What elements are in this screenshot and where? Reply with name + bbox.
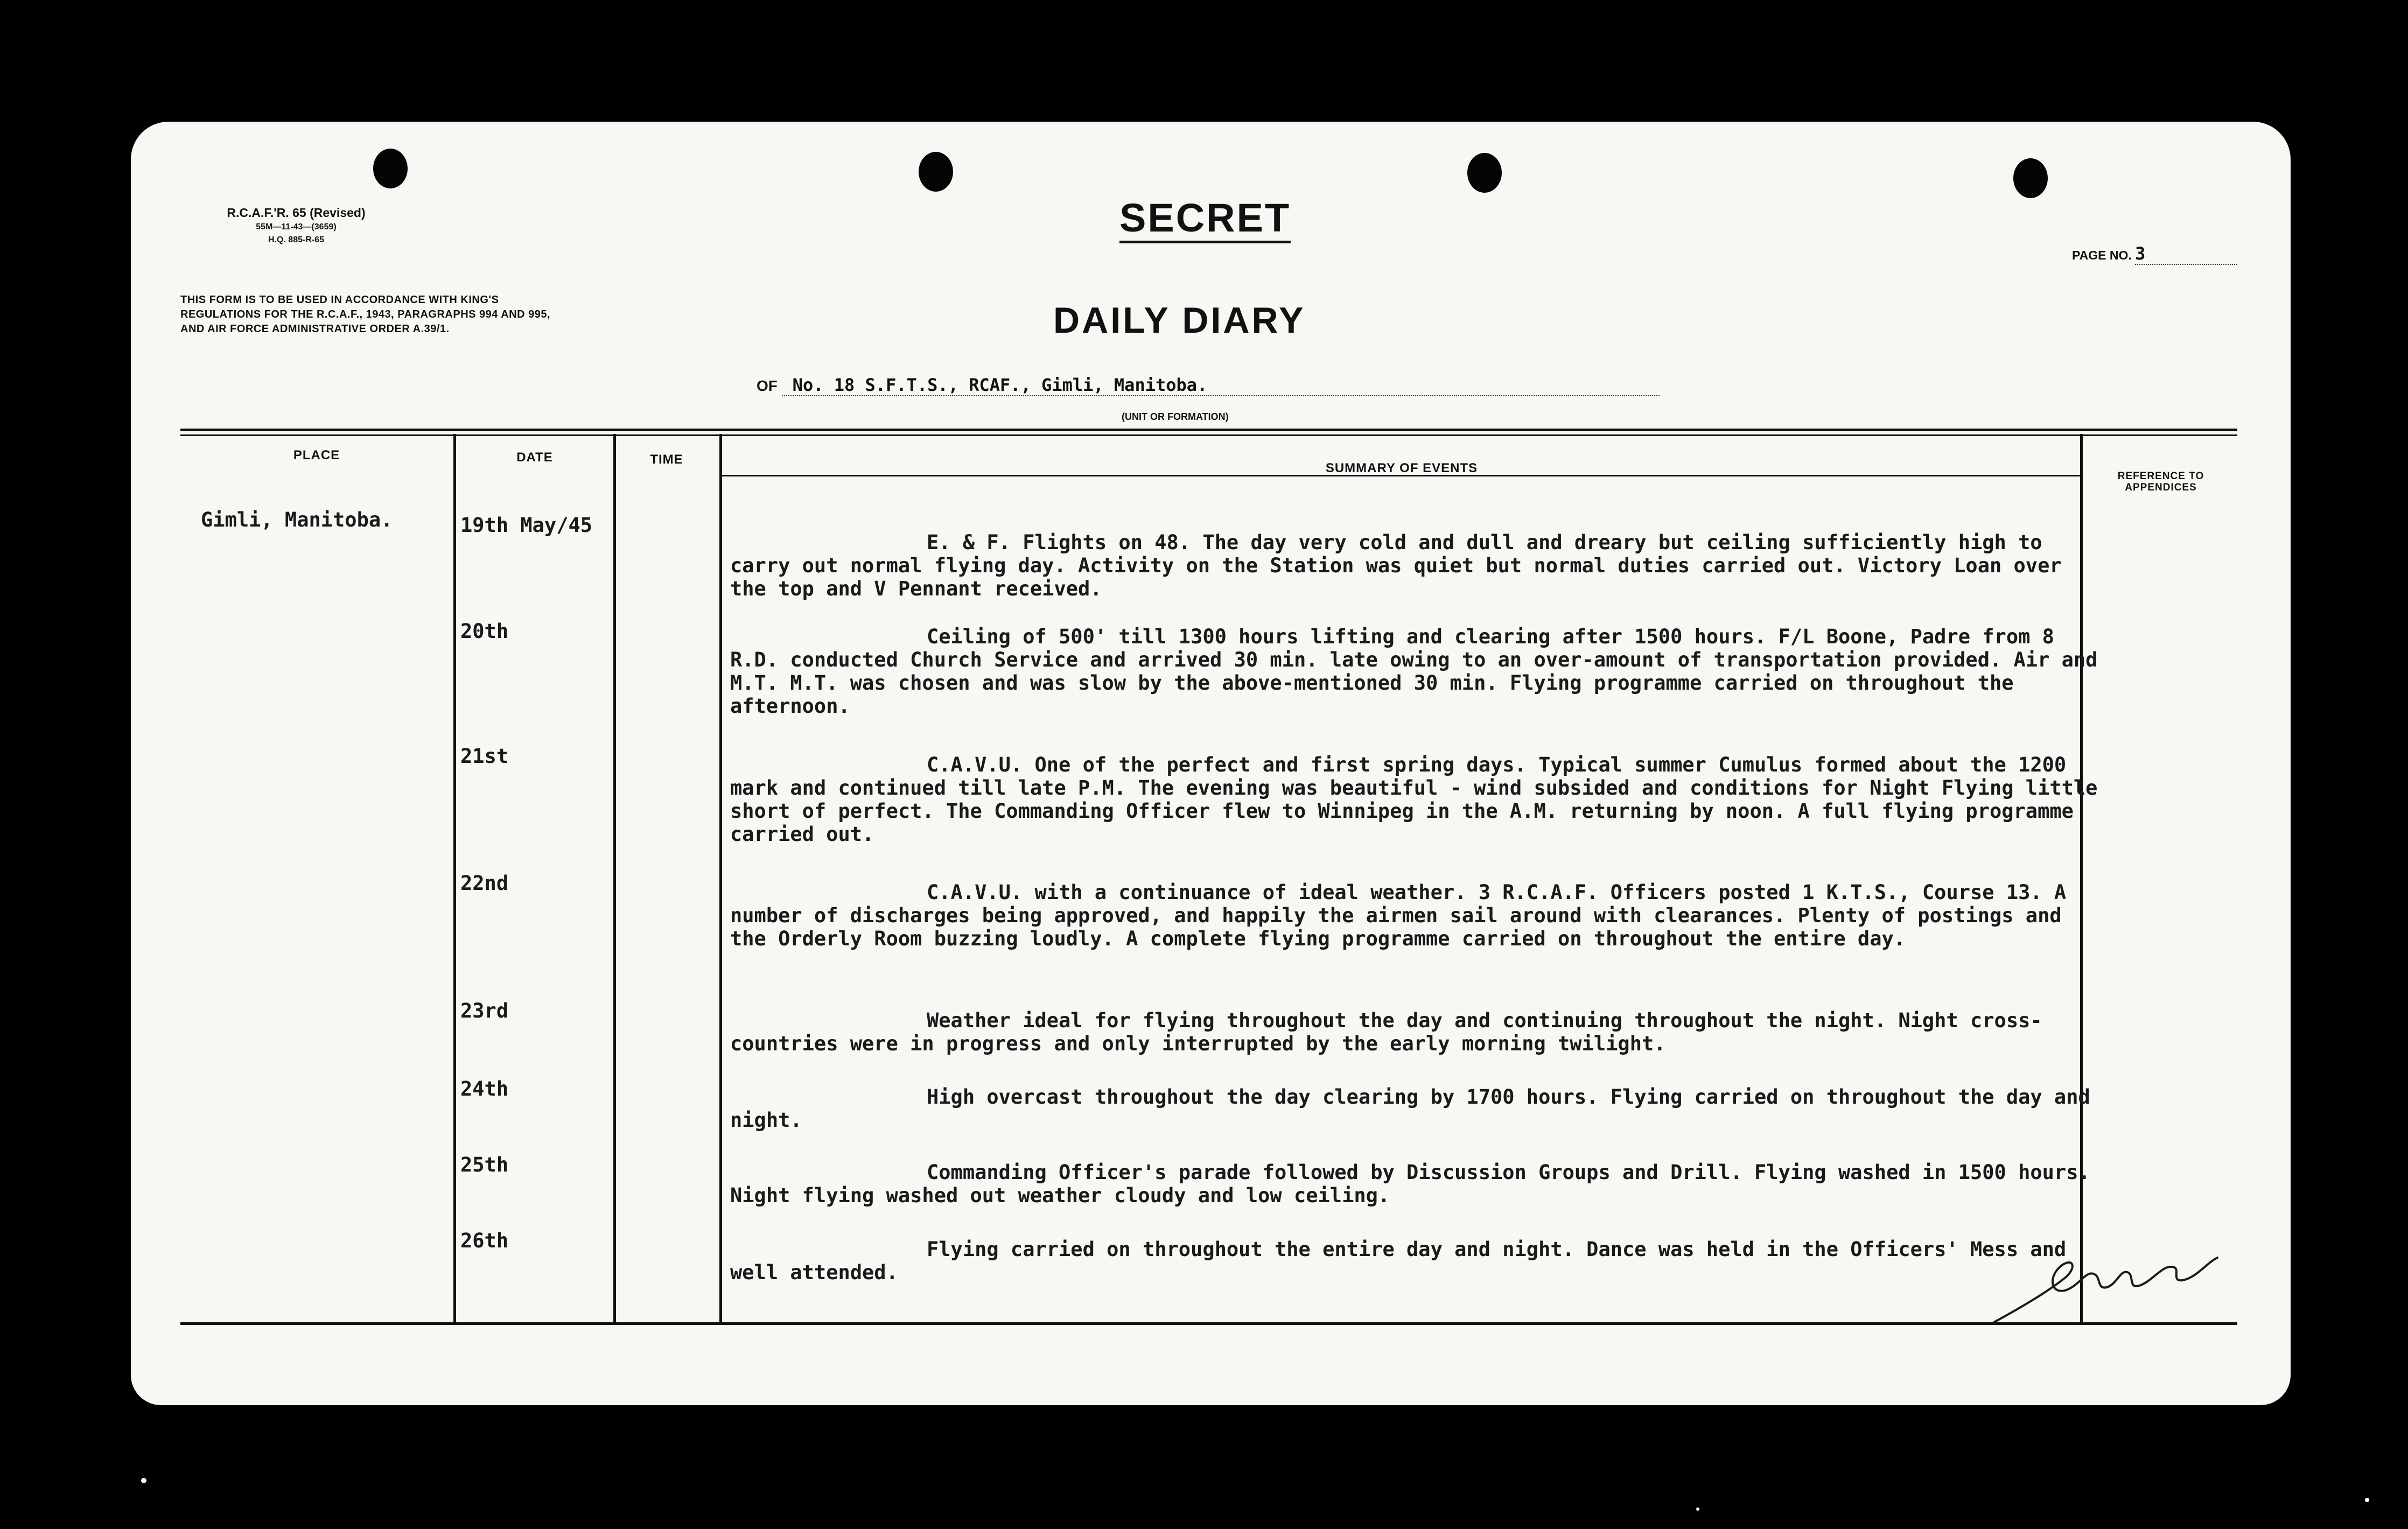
date-cell: 24th: [460, 1077, 509, 1100]
punch-hole: [1467, 153, 1502, 193]
place-cell: Gimli, Manitoba.: [201, 508, 393, 531]
unit-line: [757, 375, 1660, 396]
table-bottom-rule: [180, 1322, 2237, 1325]
column-divider: [613, 434, 616, 1324]
date-cell: 23rd: [460, 999, 509, 1022]
punch-hole: [919, 152, 953, 192]
date-cell: 25th: [460, 1153, 509, 1176]
regulation-notice: THIS FORM IS TO BE USED IN ACCORDANCE WITH KING'S REGULATIONS FOR THE R.C.A.F., 1943, PARAGRAPHS 994 AND 995, AND AIR FORCE ADMINISTRATIVE ORDER A.39/1.: [180, 294, 551, 335]
date-cell: 22nd: [460, 872, 509, 895]
of-label: OF: [757, 377, 778, 394]
event-entry: E. & F. Flights on 48. The day very cold and dull and dreary but ceiling sufficiently high to carry out normal flying day. Activity on the Station was quiet but normal duties carried out. Victory Loan over the top and V Pennant received.: [730, 531, 2062, 600]
unit-caption: (UNIT OR FORMATION): [1122, 411, 1229, 422]
film-speck: [141, 1478, 146, 1483]
column-divider: [719, 434, 722, 1324]
table-second-rule: [180, 434, 2237, 436]
event-entry: Weather ideal for flying throughout the day and continuing throughout the night. Night cross-countries were in progress and only interrupted by the early morning twilight.: [730, 1009, 2042, 1055]
date-cell: 26th: [460, 1229, 509, 1252]
page-number: 3: [2135, 243, 2237, 265]
event-entry: Ceiling of 500' till 1300 hours lifting and clearing after 1500 hours. F/L Boone, Padre from 8 R.D. conducted Church Service and arrived 30 min. late owing to an over-amount of transportation provided. Air and M.T. M.T. was chosen and was slow by the above-mentioned 30 min. Flying programme carried on throughout the afternoon.: [730, 625, 2098, 718]
page-label: PAGE NO.: [2072, 248, 2132, 262]
hq-reference: H.Q. 885-R-65: [268, 235, 325, 244]
column-header-place: PLACE: [293, 448, 340, 462]
page-number-field: [2072, 243, 2237, 265]
column-header-time: TIME: [650, 452, 683, 467]
date-cell: 19th May/45: [460, 514, 593, 537]
punch-hole: [2013, 158, 2048, 198]
event-entry: Commanding Officer's parade followed by Discussion Groups and Drill. Flying washed in 1500 hours. Night flying washed out weather cloudy and low ceiling.: [730, 1161, 2090, 1207]
form-identifier: [180, 205, 412, 247]
film-speck: [2365, 1498, 2369, 1502]
page-title: DAILY DIARY: [1053, 300, 1306, 341]
column-divider: [453, 434, 456, 1324]
classification-stamp: SECRET: [1119, 195, 1291, 243]
event-entry: C.A.V.U. with a continuance of ideal weather. 3 R.C.A.F. Officers posted 1 K.T.S., Course 13. A number of discharges being approved, and happily the airmen sail around with clearances. Plenty of postings and the Orderly Room buzzing loudly. A complete flying programme carried on throughout the entire day.: [730, 881, 2067, 950]
column-header-summary: SUMMARY OF EVENTS: [1325, 461, 1478, 475]
date-cell: 21st: [460, 745, 509, 768]
diary-form: [131, 122, 2291, 1405]
table-top-rule: [180, 429, 2237, 431]
unit-name: No. 18 S.F.T.S., RCAF., Gimli, Manitoba.: [782, 375, 1660, 396]
form-number: R.C.A.F.'R. 65 (Revised): [227, 206, 366, 220]
punch-hole: [373, 149, 408, 188]
print-code: 55M—11-43—(3659): [256, 222, 337, 232]
column-header-date: DATE: [516, 450, 553, 465]
event-entry: High overcast throughout the day clearing by 1700 hours. Flying carried on throughout the day and night.: [730, 1085, 2090, 1132]
column-header-reference: REFERENCE TO APPENDICES: [2117, 471, 2204, 493]
film-speck: [1696, 1507, 1699, 1511]
date-cell: 20th: [460, 620, 509, 643]
event-entry: Flying carried on throughout the entire day and night. Dance was held in the Officers' Mess and well attended.: [730, 1238, 2067, 1284]
event-entry: C.A.V.U. One of the perfect and first spring days. Typical summer Cumulus formed about the 1200 mark and continued till late P.M. The evening was beautiful - wind subsided and conditions for Night Flying little short of perfect. The Commanding Officer flew to Winnipeg in the A.M. returning by noon. A full flying programme carried out.: [730, 753, 2098, 846]
initials-signature: [1991, 1225, 2223, 1333]
